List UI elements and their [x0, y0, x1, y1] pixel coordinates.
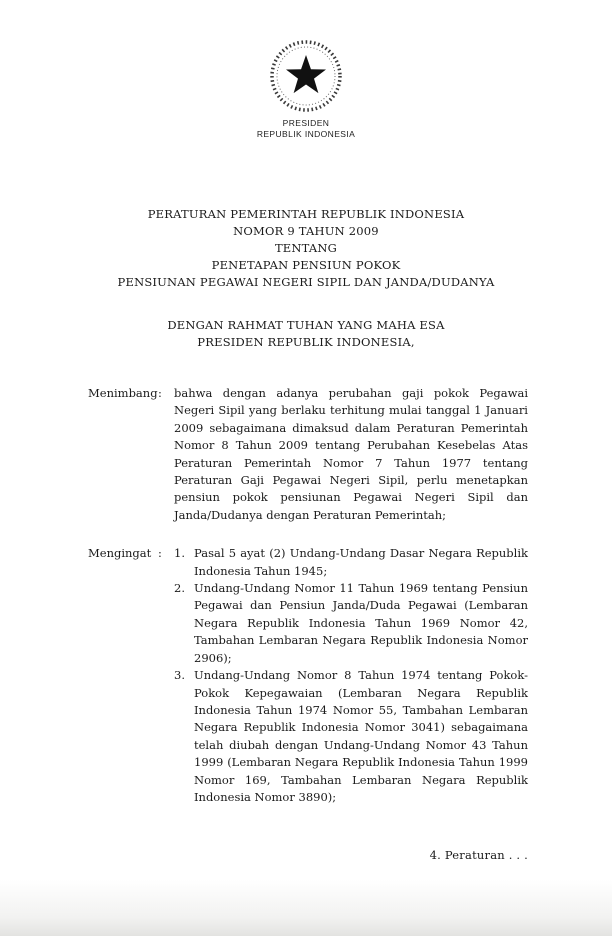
- preamble-line-2: PRESIDEN REPUBLIK INDONESIA,: [197, 335, 415, 349]
- menimbang-colon: :: [158, 386, 162, 400]
- mengingat-list: [174, 545, 528, 806]
- title-line-4: PENETAPAN PENSIUN POKOK: [211, 258, 401, 272]
- star-icon: [286, 55, 326, 93]
- letterhead: [0, 0, 612, 140]
- mengingat-colon: :: [158, 546, 162, 561]
- menimbang-body: bahwa dengan adanya perubahan gaji pokok Pegawai Negeri Sipil yang berlaku terhitung mulai tanggal 1 Januari 2009 sebagaimana dimaksud dalam Peraturan Pemerintah Nomor 8 Tahun 2009 tentang Perubahan Kesebelas Atas Peraturan Pemerintah Nomor 7 Tahun 1977 tentang Peraturan Gaji Pegawai Negeri Sipil, perlu menetapkan pensiun pokok pensiunan Pegawai Negeri Sipil dan Janda/Dudanya dengan Peraturan Pemerintah;: [174, 386, 528, 522]
- preamble-line-1: DENGAN RAHMAT TUHAN YANG MAHA ESA: [167, 318, 445, 332]
- document-title: [0, 206, 612, 291]
- mengingat-label: Mengingat: [88, 546, 152, 561]
- preamble: [0, 317, 612, 351]
- list-item-number: 3.: [174, 668, 185, 683]
- list-item: [174, 545, 528, 580]
- list-item-number: 2.: [174, 581, 185, 596]
- title-line-2: NOMOR 9 TAHUN 2009: [233, 224, 379, 238]
- menimbang-section: [0, 385, 612, 524]
- republik-indonesia-label: REPUBLIK INDONESIA: [256, 129, 356, 139]
- list-item-number: 1.: [174, 546, 185, 561]
- list-item: [174, 667, 528, 806]
- list-item: [174, 580, 528, 667]
- title-line-1: PERATURAN PEMERINTAH REPUBLIK INDONESIA: [147, 207, 465, 221]
- page-catchword: 4. Peraturan . . .: [429, 848, 528, 862]
- mengingat-section: [0, 545, 612, 806]
- title-line-3: TENTANG: [274, 241, 338, 255]
- list-item-text: Pasal 5 ayat (2) Undang-Undang Dasar Negara Republik Indonesia Tahun 1945;: [194, 546, 528, 578]
- title-line-5: PENSIUNAN PEGAWAI NEGERI SIPIL DAN JANDA/DUDANYA: [117, 275, 495, 289]
- menimbang-label: Menimbang: [88, 386, 158, 400]
- presiden-label: PRESIDEN: [282, 118, 330, 128]
- list-item-text: Undang-Undang Nomor 11 Tahun 1969 tentang Pensiun Pegawai dan Pensiun Janda/Duda Pegawai (Lembaran Negara Republik Indonesia Tahun 1969 Nomor 42, Tambahan Lembaran Negara Republik Indonesia Nomor 2906);: [194, 581, 528, 665]
- national-star-emblem-icon: [0, 38, 612, 114]
- list-item-text: Undang-Undang Nomor 8 Tahun 1974 tentang Pokok-Pokok Kepegawaian (Lembaran Negara Republik Indonesia Tahun 1974 Nomor 55, Tambahan Lembaran Negara Republik Indonesia Nomor 3041) sebagaimana telah diubah dengan Undang-Undang Nomor 43 Tahun 1999 (Lembaran Negara Republik Indonesia Tahun 1999 Nomor 169, Tambahan Lembaran Negara Republik Indonesia Nomor 3890);: [194, 668, 528, 804]
